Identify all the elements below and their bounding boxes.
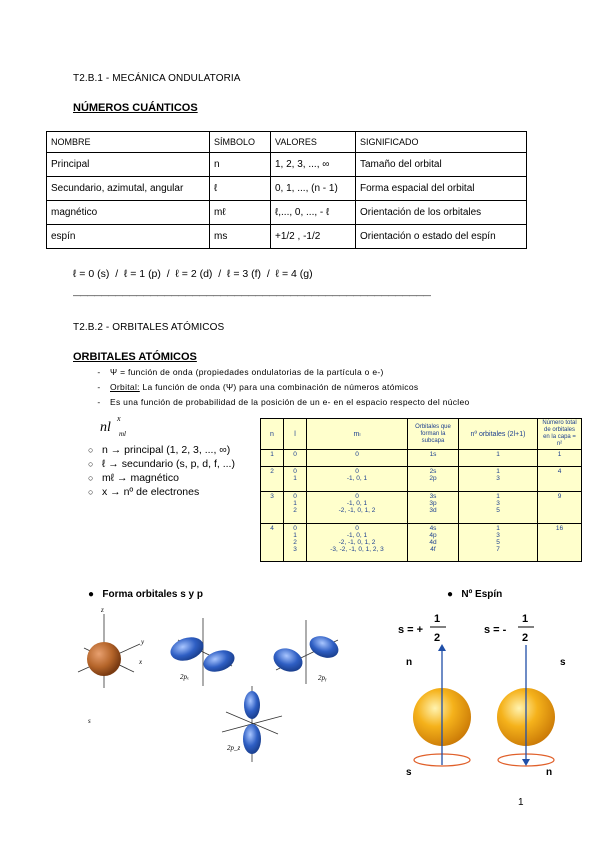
cell: 0 bbox=[307, 450, 408, 467]
header-cell: NOMBRE bbox=[47, 132, 210, 153]
axis-y-label: y bbox=[141, 638, 145, 646]
cell: Orientación o estado del espín bbox=[356, 225, 527, 249]
cell: 0 1 2 bbox=[284, 492, 307, 524]
cell: ℓ,..., 0, ..., - ℓ bbox=[271, 201, 356, 225]
fraction-num: 1 bbox=[522, 613, 529, 625]
table-row bbox=[261, 524, 582, 562]
fraction-den: 2 bbox=[522, 632, 529, 644]
cell: 0 1 2 3 bbox=[284, 524, 307, 562]
quantum-numbers-table bbox=[46, 131, 527, 249]
cell: 1s bbox=[408, 450, 459, 467]
circle-bullet-icon: ○ bbox=[88, 445, 94, 455]
cell: 0, 1, ..., (n - 1) bbox=[271, 177, 356, 201]
py-orbital bbox=[270, 620, 342, 684]
list-item: ○ mℓ → magnético bbox=[88, 472, 179, 484]
table-row bbox=[261, 492, 582, 524]
cell: 1 3 bbox=[459, 467, 538, 492]
axis-z-label: z bbox=[101, 606, 104, 614]
bullet-item bbox=[88, 367, 384, 377]
cell: Principal bbox=[47, 153, 210, 177]
cell: 4 bbox=[261, 524, 284, 562]
header-cell: Número total de orbitales en la capa = n² bbox=[538, 419, 582, 450]
pole-label: n bbox=[546, 767, 553, 778]
cell: 0 1 bbox=[284, 467, 307, 492]
cell: 1, 2, 3, ..., ∞ bbox=[271, 153, 356, 177]
notation-sub: ml bbox=[119, 430, 126, 438]
cell: 16 bbox=[538, 524, 582, 562]
bullet-item bbox=[88, 382, 418, 392]
spin-heading: ● Nº Espín bbox=[447, 589, 503, 600]
cell: magnético bbox=[47, 201, 210, 225]
cell: n bbox=[210, 153, 271, 177]
table-row bbox=[47, 225, 527, 249]
cell: Tamaño del orbital bbox=[356, 153, 527, 177]
cell: 3 bbox=[261, 492, 284, 524]
cell: 3s 3p 3d bbox=[408, 492, 459, 524]
axis-x-label: x bbox=[139, 658, 143, 666]
table-row bbox=[47, 177, 527, 201]
list-item: ○ n → principal (1, 2, 3, ..., ∞) bbox=[88, 444, 231, 456]
cell: 1 bbox=[261, 450, 284, 467]
l-values-line: ℓ = 0 (s) / ℓ = 1 (p) / ℓ = 2 (d) / ℓ = 3 (f) / ℓ = 4 (g) bbox=[73, 268, 313, 280]
header-cell: n bbox=[261, 419, 284, 450]
header-cell: l bbox=[284, 419, 307, 450]
arrow-down-icon bbox=[522, 759, 530, 766]
table-row bbox=[261, 450, 582, 467]
bullet-text: La función de onda (Ψ) para una combinación de números atómicos bbox=[139, 382, 419, 392]
pole-label: n bbox=[406, 657, 413, 668]
cell: 2 bbox=[261, 467, 284, 492]
cell: 1 3 5 bbox=[459, 492, 538, 524]
pole-label: s bbox=[560, 657, 566, 668]
page-number: 1 bbox=[518, 797, 524, 808]
cell: 2s 2p bbox=[408, 467, 459, 492]
cell: Orientación de los orbitales bbox=[356, 201, 527, 225]
circle-bullet-icon: ○ bbox=[88, 487, 94, 497]
bullet-dash: - bbox=[97, 367, 101, 377]
cell: 0 -1, 0, 1 bbox=[307, 467, 408, 492]
bullet-dot-icon: ● bbox=[88, 589, 95, 600]
cell: ℓ bbox=[210, 177, 271, 201]
orbital-notation bbox=[100, 414, 150, 440]
px-orbital bbox=[167, 618, 237, 686]
bullet-prefix: Orbital: bbox=[110, 382, 140, 392]
section1-title: T2.B.1 - MECÁNICA ONDULATORIA bbox=[73, 73, 241, 84]
header-cell: nº orbitales (2l+1) bbox=[459, 419, 538, 450]
cell: mℓ bbox=[210, 201, 271, 225]
circle-bullet-icon: ○ bbox=[88, 459, 94, 469]
section2-heading: ORBITALES ATÓMICOS bbox=[73, 351, 197, 363]
cell: 0 -1, 0, 1 -2, -1, 0, 1, 2 bbox=[307, 492, 408, 524]
fraction-num: 1 bbox=[434, 613, 441, 625]
bullet-text: Ψ = función de onda (propiedades ondulatorias de la partícula o e-) bbox=[110, 367, 384, 377]
spin-figure bbox=[392, 605, 572, 780]
table-row bbox=[261, 467, 582, 492]
bullet-item bbox=[88, 397, 470, 407]
cell: 4 bbox=[538, 467, 582, 492]
cell: 9 bbox=[538, 492, 582, 524]
cell: 0 -1, 0, 1 -2, -1, 0, 1, 2 -3, -2, -1, 0, 1, 2, 3 bbox=[307, 524, 408, 562]
table-header-row bbox=[261, 419, 582, 450]
py-label: 2pᵧ bbox=[318, 674, 327, 682]
header-cell: SÍMBOLO bbox=[210, 132, 271, 153]
fraction-den: 2 bbox=[434, 632, 441, 644]
header-cell: SIGNIFICADO bbox=[356, 132, 527, 153]
header-cell: VALORES bbox=[271, 132, 356, 153]
list-item: ○ x → nº de electrones bbox=[88, 486, 200, 498]
notation-base: nl bbox=[100, 420, 111, 435]
bullet-dash: - bbox=[97, 397, 101, 407]
header-cell: Orbitales que forman la subcapa bbox=[408, 419, 459, 450]
notation-sup: x bbox=[117, 414, 121, 423]
shapes-heading: ● Forma orbitales s y p bbox=[88, 589, 203, 600]
spin-eq-right: s = - bbox=[484, 624, 507, 636]
pz-label: 2p_z bbox=[227, 744, 241, 752]
table-row bbox=[47, 153, 527, 177]
bullet-dot-icon: ● bbox=[447, 589, 454, 600]
cell: +1/2 , -1/2 bbox=[271, 225, 356, 249]
cell: Forma espacial del orbital bbox=[356, 177, 527, 201]
s-orbital bbox=[78, 606, 145, 725]
divider-line: ——————————————————————————————————————————————————— bbox=[73, 291, 430, 300]
orbitals-table bbox=[260, 418, 582, 562]
cell: 1 bbox=[538, 450, 582, 467]
cell: 1 bbox=[459, 450, 538, 467]
header-cell: mₗ bbox=[307, 419, 408, 450]
table-row bbox=[47, 201, 527, 225]
cell: espín bbox=[47, 225, 210, 249]
orbital-shapes-figure bbox=[70, 600, 370, 765]
cell: 1 3 5 7 bbox=[459, 524, 538, 562]
cell: 4s 4p 4d 4f bbox=[408, 524, 459, 562]
cell: 0 bbox=[284, 450, 307, 467]
section1-heading: NÚMEROS CUÁNTICOS bbox=[73, 102, 198, 114]
section2-title: T2.B.2 - ORBITALES ATÓMICOS bbox=[73, 322, 225, 333]
s-orbital-label: s bbox=[88, 717, 91, 725]
cell: Secundario, azimutal, angular bbox=[47, 177, 210, 201]
pole-label: s bbox=[406, 767, 412, 778]
spin-eq-left: s = + bbox=[398, 624, 424, 636]
list-item: ○ ℓ → secundario (s, p, d, f, ...) bbox=[88, 458, 235, 470]
bullet-dash: - bbox=[97, 382, 101, 392]
notation-legend-list bbox=[88, 443, 235, 499]
pz-orbital bbox=[222, 686, 282, 762]
bullet-text: Es una función de probabilidad de la posición de un e- en el espacio respecto del núcleo bbox=[110, 397, 470, 407]
cell: ms bbox=[210, 225, 271, 249]
arrow-up-icon bbox=[438, 644, 446, 651]
circle-bullet-icon: ○ bbox=[88, 473, 94, 483]
px-label: 2pₓ bbox=[180, 673, 189, 681]
table-header-row bbox=[47, 132, 527, 153]
